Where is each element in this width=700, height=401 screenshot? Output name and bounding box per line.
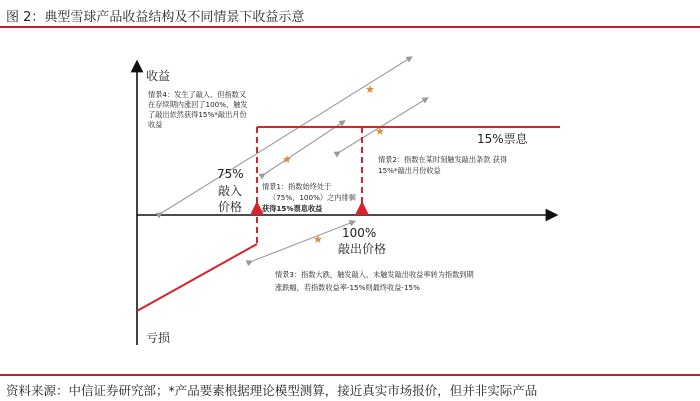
scenario3-line1: 情景3：指数大跌，触发敲入，未触发敲出收益率转为指数到期 (275, 270, 474, 279)
knock-in-price-label: 价格 (218, 200, 243, 214)
scenario1-line1: 情景1：指数始终处于 (262, 182, 332, 191)
scenario2-line2: 15%*敲出月份收益 (378, 166, 441, 175)
loss-payoff-line (137, 244, 257, 311)
scenario1-line3: 获得15%票息收益 (262, 204, 323, 213)
y-axis-bottom-label: 亏损 (146, 331, 171, 345)
knock-in-pct-label: 75% (217, 167, 244, 181)
knock-out-pct-label: 100% (342, 226, 377, 240)
scenario4-line2: 在存续期内涨回了100%，触发 (148, 100, 248, 109)
scenario1-line2: （75%，100%）之内徘徊 (269, 193, 356, 202)
scenario4-line4: 收益 (148, 120, 163, 129)
scenario2-star: ★ (375, 125, 385, 138)
scenario4-line1: 情景4：发生了敲入、但指数又 (148, 90, 247, 99)
scenario1-text (262, 182, 356, 213)
scenario2-text (378, 155, 507, 175)
source-note: 资料来源：中信证券研究部；*产品要素根据理论模型测算，接近真实市场报价，但并非实际产品 (6, 383, 538, 398)
coupon-label: 15%票息 (477, 132, 528, 146)
scenario2-line1: 情景2：指数在某时刻触发敲出条款 获得 (378, 155, 508, 164)
scenario4-text (148, 90, 248, 129)
scenario3-star: ★ (313, 233, 323, 246)
knock-out-marker (355, 201, 369, 215)
figure-title: 图 2：典型雪球产品收益结构及不同情景下收益示意 (6, 10, 305, 25)
scenario3-line2: 涨跌幅，若指数收益率-15%则最终收益-15% (275, 283, 420, 292)
scenario3-text (275, 270, 474, 293)
scenario4-star: ★ (365, 83, 375, 96)
source-divider (0, 374, 700, 376)
scenario1-star: ★ (282, 153, 292, 166)
knock-in-word-label: 敲入 (218, 184, 243, 198)
knock-out-price-label: 敲出价格 (338, 242, 387, 256)
scenario4-line3: 了敲出依然获得15%*敲出月份 (148, 110, 247, 119)
y-axis-top-label: 收益 (146, 69, 171, 83)
scenario1-arrow (263, 122, 343, 175)
